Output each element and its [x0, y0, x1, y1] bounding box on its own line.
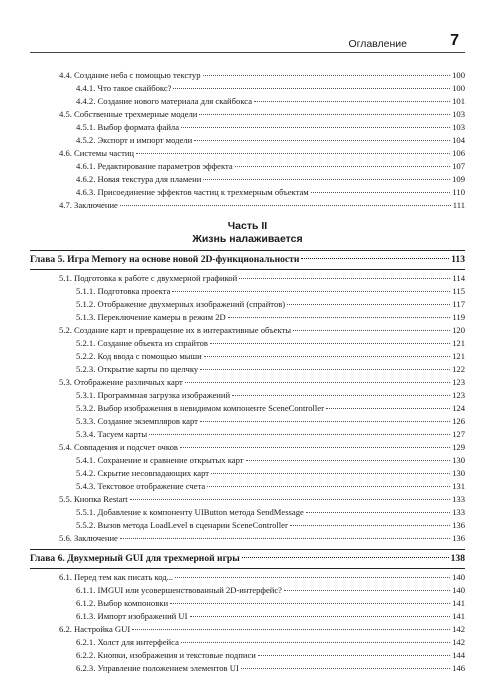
entry-page: 131 [452, 481, 465, 491]
entry-title: 6.1. Перед тем как писать код... [59, 572, 174, 582]
dot-leader [284, 590, 450, 591]
toc-subsection-entry[interactable] [30, 636, 465, 649]
entry-page: 126 [452, 416, 465, 426]
entry-title: 5.3.4. Тасуем карты [76, 429, 148, 439]
entry-title: 5.3.3. Создание экземпляров карт [76, 416, 198, 426]
entry-title: 4.6.2. Новая текстура для пламени [76, 174, 202, 184]
entry-page: 111 [452, 200, 465, 210]
dot-leader [207, 486, 450, 487]
toc-section-entry[interactable] [30, 69, 465, 82]
entry-page: 140 [452, 585, 465, 595]
table-of-contents [30, 69, 465, 675]
toc-subsection-entry[interactable] [30, 506, 465, 519]
toc-group-chapter6 [30, 571, 465, 675]
entry-page: 121 [452, 351, 465, 361]
entry-title: 5.1.1. Подготовка проекта [76, 286, 171, 296]
entry-title: 5.3.2. Выбор изображения в невидимом компоненте SceneController [76, 403, 324, 413]
dot-leader [246, 460, 451, 461]
entry-page: 101 [452, 96, 465, 106]
toc-subsection-entry[interactable] [30, 337, 465, 350]
toc-subsection-entry[interactable] [30, 467, 465, 480]
toc-subsection-entry[interactable] [30, 415, 465, 428]
toc-subsection-entry[interactable] [30, 519, 465, 532]
dot-leader [173, 88, 450, 89]
dot-leader [185, 382, 450, 383]
entry-page: 140 [452, 572, 465, 582]
entry-title: 5.4. Совпадения и подсчет очков [59, 442, 178, 452]
entry-title: 4.5.2. Экспорт и импорт модели [76, 135, 193, 145]
dot-leader [132, 629, 450, 630]
entry-page: 123 [452, 377, 465, 387]
dot-leader [120, 538, 450, 539]
toc-section-entry[interactable] [30, 147, 465, 160]
entry-title: 6.2. Настройка GUI [59, 624, 131, 634]
chapter-page: 113 [451, 254, 465, 265]
dot-leader [228, 317, 451, 318]
toc-subsection-entry[interactable] [30, 160, 465, 173]
entry-title: 4.5.1. Выбор формата файла [76, 122, 180, 132]
chapter-page: 138 [450, 553, 465, 564]
entry-title: 5.5. Кнопка Restart [59, 494, 128, 504]
dot-leader [181, 642, 450, 643]
dot-leader [254, 101, 450, 102]
entry-title: 6.1.2. Выбор компоновки [76, 598, 169, 608]
page-number: 7 [450, 32, 459, 49]
dot-leader [242, 557, 449, 558]
dot-leader [311, 192, 451, 193]
toc-subsection-entry[interactable] [30, 82, 465, 95]
toc-subsection-entry[interactable] [30, 350, 465, 363]
entry-title: 5.3. Отображение различных карт [59, 377, 183, 387]
dot-leader [232, 395, 450, 396]
dot-leader [136, 153, 450, 154]
entry-page: 123 [452, 390, 465, 400]
entry-page: 142 [452, 637, 465, 647]
entry-title: 4.4. Создание неба с помощью текстур [59, 70, 201, 80]
toc-section-entry[interactable] [30, 493, 465, 506]
entry-title: 5.4.1. Сохранение и сравнение открытых карт [76, 455, 244, 465]
entry-page: 115 [452, 286, 465, 296]
chapter-6-entry[interactable] [30, 549, 465, 569]
entry-page: 109 [452, 174, 465, 184]
toc-subsection-entry[interactable] [30, 597, 465, 610]
entry-page: 142 [452, 624, 465, 634]
dot-leader [130, 499, 450, 500]
entry-page: 122 [452, 364, 465, 374]
toc-subsection-entry[interactable] [30, 311, 465, 324]
part-subtitle: Жизнь налаживается [192, 233, 303, 245]
entry-page: 130 [452, 468, 465, 478]
entry-title: 5.2.3. Открытие карты по щелчку [76, 364, 199, 374]
entry-page: 119 [452, 312, 465, 322]
dot-leader [170, 603, 450, 604]
dot-leader [172, 291, 450, 292]
dot-leader [293, 330, 450, 331]
toc-subsection-entry[interactable] [30, 649, 465, 662]
dot-leader [194, 140, 450, 141]
entry-title: 5.2.1. Создание объекта из спрайтов [76, 338, 208, 348]
entry-title: 6.2.2. Кнопки, изображения и текстовые подписи [76, 650, 256, 660]
toc-subsection-entry[interactable] [30, 389, 465, 402]
entry-page: 103 [452, 122, 465, 132]
toc-section-entry[interactable] [30, 272, 465, 285]
dot-leader [210, 343, 450, 344]
entry-page: 100 [452, 70, 465, 80]
toc-subsection-entry[interactable] [30, 480, 465, 493]
dot-leader [287, 304, 450, 305]
dot-leader [203, 179, 450, 180]
dot-leader [204, 356, 450, 357]
toc-subsection-entry[interactable] [30, 363, 465, 376]
entry-title: 6.1.1. IMGUI или усовершенствованный 2D-интерфейс? [76, 585, 282, 595]
running-head: Оглавление [348, 38, 407, 50]
entry-title: 5.1.2. Отображение двухмерных изображений (спрайтов) [76, 299, 286, 309]
entry-page: 141 [452, 611, 465, 621]
toc-section-entry[interactable] [30, 571, 465, 584]
dot-leader [190, 616, 451, 617]
toc-subsection-entry[interactable] [30, 285, 465, 298]
dot-leader [120, 205, 451, 206]
entry-title: 5.6. Заключение [59, 533, 118, 543]
entry-title: 5.5.1. Добавление к компоненту UIButton метода SendMessage [76, 507, 304, 517]
dot-leader [301, 258, 449, 259]
part-title: Часть II [227, 220, 268, 232]
entry-page: 141 [452, 598, 465, 608]
entry-title: 6.1.3. Импорт изображений UI [76, 611, 188, 621]
toc-section-entry[interactable] [30, 376, 465, 389]
dot-leader [326, 408, 450, 409]
dot-leader [306, 512, 450, 513]
entry-page: 104 [452, 135, 465, 145]
part-heading [30, 220, 465, 246]
toc-section-entry[interactable] [30, 441, 465, 454]
entry-title: 5.1. Подготовка к работе с двухмерной графикой [59, 273, 238, 283]
entry-page: 107 [452, 161, 465, 171]
toc-group-chapter5 [30, 272, 465, 545]
toc-subsection-entry[interactable] [30, 95, 465, 108]
entry-title: 6.2.3. Управление положением элементов UI [76, 663, 239, 673]
toc-section-entry[interactable] [30, 108, 465, 121]
entry-page: 110 [452, 187, 465, 197]
toc-subsection-entry[interactable] [30, 173, 465, 186]
toc-subsection-entry[interactable] [30, 662, 465, 675]
entry-page: 144 [452, 650, 465, 660]
entry-title: 4.6.3. Присоединение эффектов частиц к трехмерным объектам [76, 187, 309, 197]
entry-page: 106 [452, 148, 465, 158]
entry-page: 130 [452, 455, 465, 465]
toc-section-entry[interactable] [30, 199, 465, 212]
entry-title: 6.2.1. Холст для интерфейса [76, 637, 179, 647]
dot-leader [199, 114, 450, 115]
entry-title: 5.4.3. Текстовое отображение счета [76, 481, 206, 491]
entry-title: 4.6.1. Редактирование параметров эффекта [76, 161, 233, 171]
entry-title: 5.5.2. Вызов метода LoadLevel в сценарии SceneController [76, 520, 288, 530]
toc-section-entry[interactable] [30, 532, 465, 545]
chapter-title: Глава 5. Игра Memory на основе новой 2D-функциональности [30, 254, 300, 265]
toc-subsection-entry[interactable] [30, 610, 465, 623]
dot-leader [241, 668, 450, 669]
dot-leader [175, 577, 450, 578]
entry-page: 124 [452, 403, 465, 413]
entry-title: 4.4.1. Что такое скайбокс? [76, 83, 172, 93]
dot-leader [200, 421, 450, 422]
dot-leader [235, 166, 450, 167]
entry-title: 5.1.3. Переключение камеры в режим 2D [76, 312, 226, 322]
toc-subsection-entry[interactable] [30, 428, 465, 441]
entry-title: 5.3.1. Программная загрузка изображений [76, 390, 231, 400]
dot-leader [290, 525, 450, 526]
toc-section-entry[interactable] [30, 324, 465, 337]
entry-page: 121 [452, 338, 465, 348]
entry-page: 146 [452, 663, 465, 673]
entry-page: 127 [452, 429, 465, 439]
chapter-title: Глава 6. Двухмерный GUI для трехмерной игры [30, 553, 240, 564]
toc-group-chapter4 [30, 69, 465, 212]
dot-leader [258, 655, 450, 656]
toc-subsection-entry[interactable] [30, 134, 465, 147]
entry-page: 129 [452, 442, 465, 452]
toc-subsection-entry[interactable] [30, 186, 465, 199]
toc-subsection-entry[interactable] [30, 121, 465, 134]
dot-leader [211, 473, 450, 474]
entry-title: 4.4.2. Создание нового материала для скайбокса [76, 96, 253, 106]
entry-title: 5.4.2. Скрытие несовпадающих карт [76, 468, 210, 478]
entry-title: 4.6. Системы частиц [59, 148, 135, 158]
dot-leader [200, 369, 450, 370]
toc-subsection-entry[interactable] [30, 298, 465, 311]
entry-title: 5.2.2. Код ввода с помощью мыши [76, 351, 202, 361]
dot-leader [239, 278, 450, 279]
entry-title: 5.2. Создание карт и превращение их в интерактивные объекты [59, 325, 292, 335]
entry-page: 120 [452, 325, 465, 335]
entry-page: 117 [452, 299, 465, 309]
dot-leader [203, 75, 451, 76]
entry-page: 100 [452, 83, 465, 93]
entry-title: 4.5. Собственные трехмерные модели [59, 109, 198, 119]
entry-page: 103 [452, 109, 465, 119]
toc-subsection-entry[interactable] [30, 584, 465, 597]
dot-leader [181, 127, 450, 128]
entry-title: 4.7. Заключение [59, 200, 118, 210]
page-header [30, 32, 465, 53]
toc-section-entry[interactable] [30, 623, 465, 636]
entry-page: 133 [452, 507, 465, 517]
dot-leader [149, 434, 450, 435]
toc-subsection-entry[interactable] [30, 454, 465, 467]
chapter-5-entry[interactable] [30, 250, 465, 270]
entry-page: 136 [452, 533, 465, 543]
entry-page: 114 [452, 273, 465, 283]
dot-leader [180, 447, 450, 448]
entry-page: 136 [452, 520, 465, 530]
entry-page: 133 [452, 494, 465, 504]
toc-subsection-entry[interactable] [30, 402, 465, 415]
